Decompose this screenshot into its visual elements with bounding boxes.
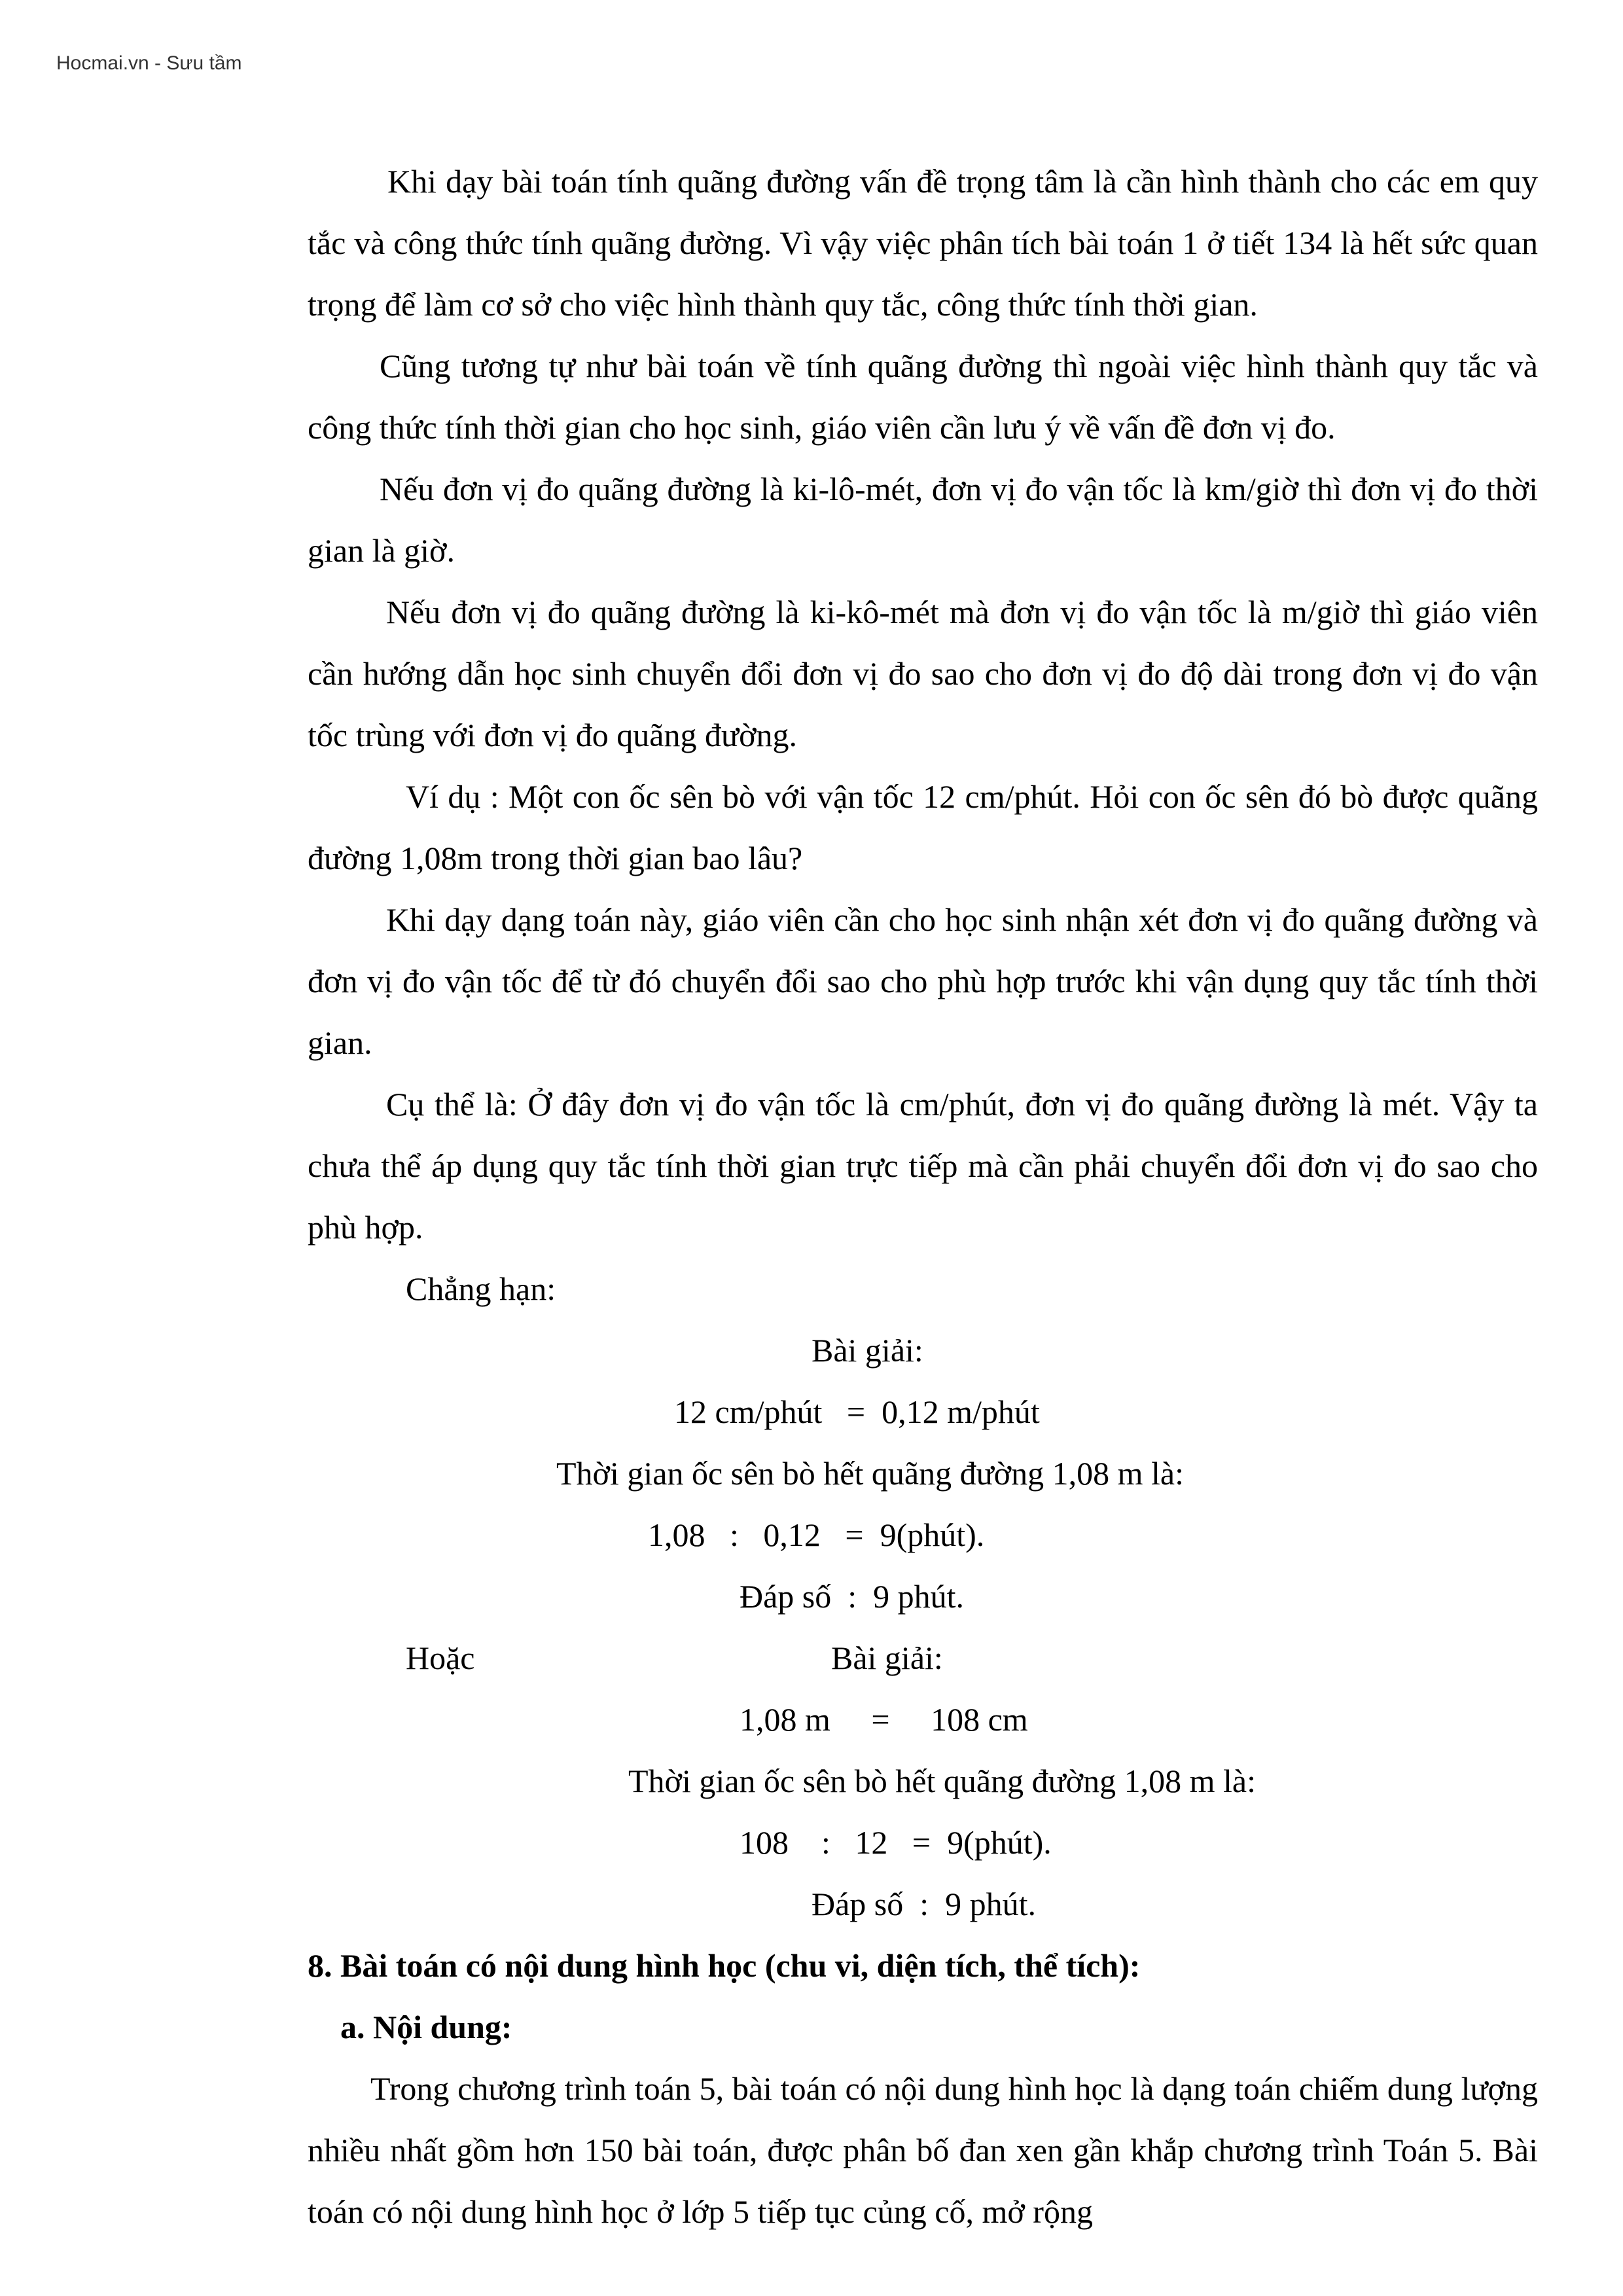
solution-calculation: 108 : 12 = 9(phút). — [740, 1824, 1052, 1861]
section-heading: 8. Bài toán có nội dung hình học (chu vi, diện tích, thể tích): — [308, 1947, 1141, 1984]
paragraph: Cũng tương tự như bài toán về tính quãng đường thì ngoài việc hình thành quy tắc và công thức tính thời gian cho học sinh, giáo viên cần lưu ý về vấn đề đơn vị đo. — [308, 348, 1538, 446]
solution-step: Thời gian ốc sên bò hết quãng đường 1,08 m là: — [556, 1455, 1184, 1492]
paragraph: Nếu đơn vị đo quãng đường là ki-kô-mét mà đơn vị đo vận tốc là m/giờ thì giáo viên cần hướng dẫn học sinh chuyển đổi đơn vị đo sao cho đơn vị đo độ dài trong đơn vị đo vận tốc trùng với đơn vị đo quãng đường. — [308, 594, 1538, 753]
solution-2 — [308, 1627, 1538, 1935]
paragraph: Cụ thể là: Ở đây đơn vị đo vận tốc là cm/phút, đơn vị đo quãng đường là mét. Vậy ta chưa thể áp dụng quy tắc tính thời gian trực tiếp mà cần phải chuyển đổi đơn vị đo sao cho phù hợp. — [308, 1086, 1538, 1246]
example-intro: Chẳng hạn: — [406, 1270, 556, 1307]
solution-step: Thời gian ốc sên bò hết quãng đường 1,08 m là: — [628, 1763, 1256, 1799]
solution-1 — [308, 1319, 1538, 1627]
subsection-heading: a. Nội dung: — [340, 2009, 512, 2045]
paragraph: Nếu đơn vị đo quãng đường là ki-lô-mét, đơn vị đo vận tốc là km/giờ thì đơn vị đo thời gian là giờ. — [308, 471, 1538, 569]
source-watermark: Hocmai.vn - Sưu tầm — [56, 52, 242, 74]
paragraph: Khi dạy dạng toán này, giáo viên cần cho học sinh nhận xét đơn vị đo quãng đường và đơn vị đo vận tốc để từ đó chuyển đổi sao cho phù hợp trước khi vận dụng quy tắc tính thời gian. — [308, 901, 1538, 1061]
document-body — [308, 151, 1538, 2242]
paragraph: Khi dạy bài toán tính quãng đường vấn đề trọng tâm là cần hình thành cho các em quy tắc và công thức tính quãng đường. Vì vậy việc phân tích bài toán 1 ở tiết 134 là hết sức quan trọng để làm cơ sở cho việc hình thành quy tắc, công thức tính thời gian. — [308, 163, 1538, 323]
solution-title: Bài giải: — [812, 1332, 923, 1369]
solution-step: 12 cm/phút = 0,12 m/phút — [674, 1393, 1040, 1430]
solution-title: Bài giải: — [831, 1640, 943, 1676]
solution-answer: Đáp số : 9 phút. — [740, 1578, 965, 1615]
solution-answer: Đáp số : 9 phút. — [812, 1886, 1037, 1922]
paragraph: Trong chương trình toán 5, bài toán có nội dung hình học là dạng toán chiếm dung lượng nhiều nhất gồm hơn 150 bài toán, được phân bố đan xen gần khắp chương trình Toán 5. Bài toán có nội dung hình học ở lớp 5 tiếp tục củng cố, mở rộng — [308, 2070, 1538, 2230]
or-label: Hoặc — [406, 1640, 475, 1676]
solution-step: 1,08 m = 108 cm — [740, 1701, 1028, 1738]
paragraph: Ví dụ : Một con ốc sên bò với vận tốc 12 cm/phút. Hỏi con ốc sên đó bò được quãng đường 1,08m trong thời gian bao lâu? — [308, 778, 1538, 876]
solution-calculation: 1,08 : 0,12 = 9(phút). — [648, 1516, 985, 1553]
